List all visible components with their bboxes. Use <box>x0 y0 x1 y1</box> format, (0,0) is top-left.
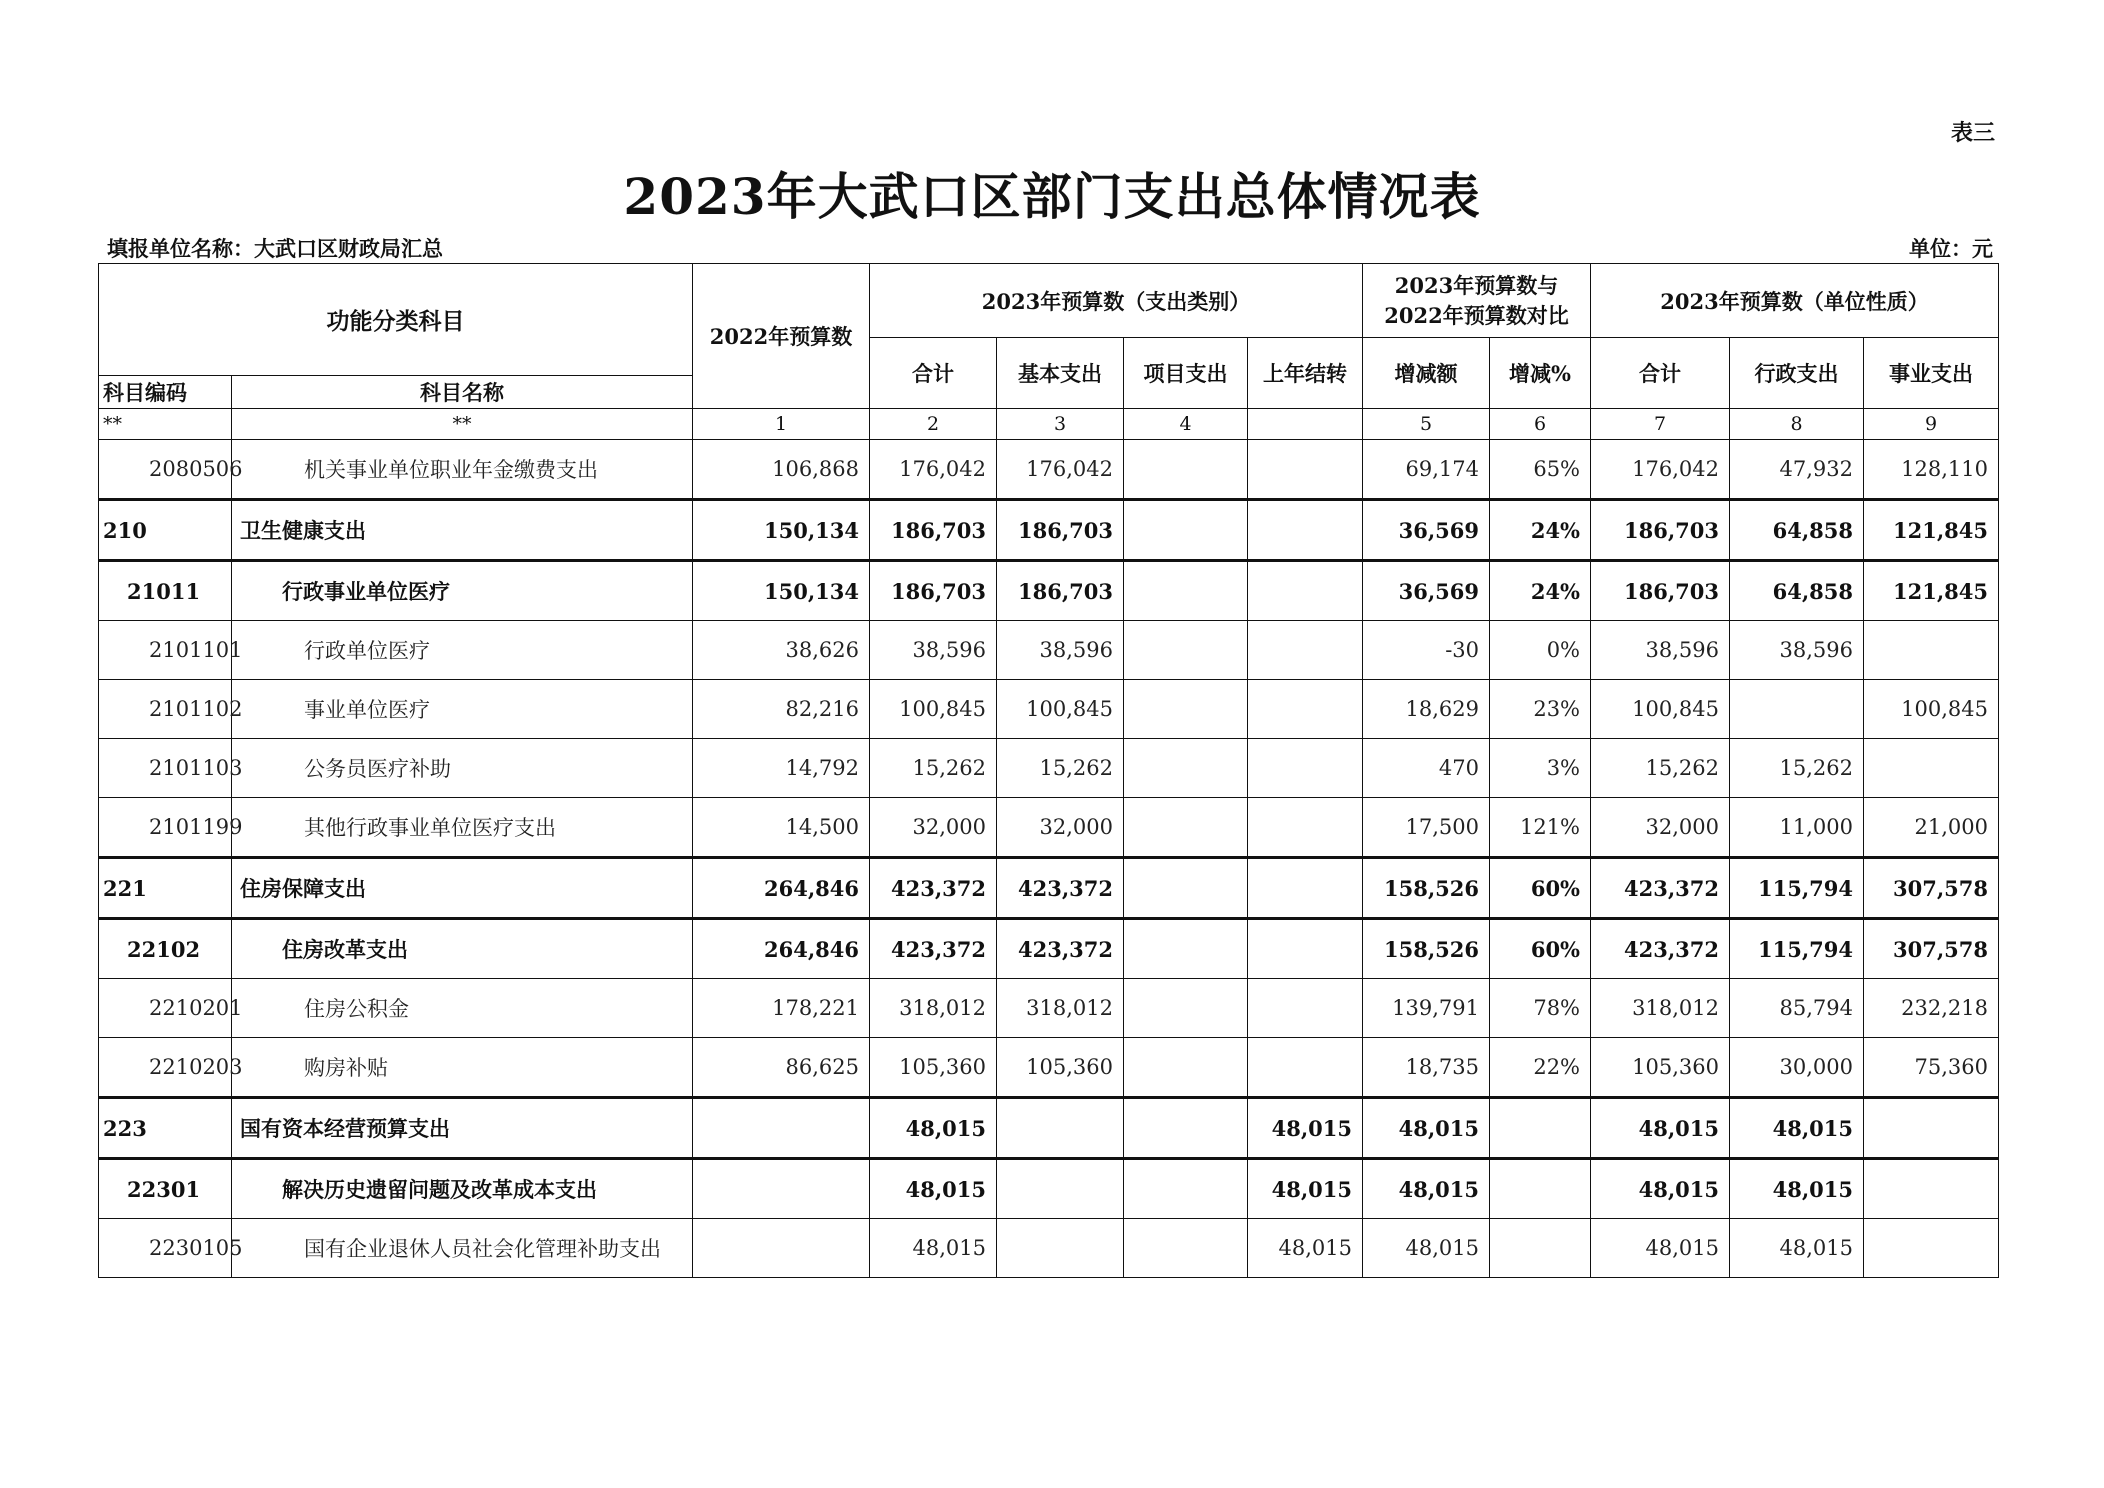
column-number: 8 <box>1730 409 1864 440</box>
subject-code: 2101101 <box>99 621 232 680</box>
total-cell: 318,012 <box>870 979 997 1038</box>
name-header: 科目名称 <box>232 376 693 409</box>
change-pct-cell: 24% <box>1490 561 1591 621</box>
basic-cell: 318,012 <box>997 979 1124 1038</box>
subject-code: 2210203 <box>99 1038 232 1098</box>
budget-2022-cell: 178,221 <box>693 979 870 1038</box>
subject-name: 卫生健康支出 <box>232 500 693 561</box>
change-pct-header: 增减% <box>1490 338 1591 409</box>
carryover-cell <box>1248 440 1363 500</box>
total-cell: 186,703 <box>870 561 997 621</box>
public-header: 事业支出 <box>1864 338 1999 409</box>
table-row <box>99 621 1999 680</box>
budget-2022-cell <box>693 1219 870 1278</box>
project-cell <box>1124 858 1248 919</box>
total2-cell: 186,703 <box>1591 561 1730 621</box>
total2-cell: 38,596 <box>1591 621 1730 680</box>
budget-2022-cell: 14,792 <box>693 739 870 798</box>
budget-2022-cell: 38,626 <box>693 621 870 680</box>
total-cell: 100,845 <box>870 680 997 739</box>
public-cell: 21,000 <box>1864 798 1999 858</box>
subject-name: 行政单位医疗 <box>232 621 693 680</box>
column-number: ** <box>232 409 693 440</box>
subject-name: 国有资本经营预算支出 <box>232 1098 693 1159</box>
carryover-cell <box>1248 621 1363 680</box>
admin-cell: 48,015 <box>1730 1219 1864 1278</box>
basic-cell: 15,262 <box>997 739 1124 798</box>
change-cell: 69,174 <box>1363 440 1490 500</box>
project-cell <box>1124 979 1248 1038</box>
basic-cell: 186,703 <box>997 500 1124 561</box>
project-cell <box>1124 919 1248 979</box>
public-cell: 100,845 <box>1864 680 1999 739</box>
project-cell <box>1124 621 1248 680</box>
subject-name: 其他行政事业单位医疗支出 <box>232 798 693 858</box>
project-cell <box>1124 500 1248 561</box>
total2-cell: 105,360 <box>1591 1038 1730 1098</box>
change-cell: 17,500 <box>1363 798 1490 858</box>
carryover-cell <box>1248 858 1363 919</box>
table-row <box>99 739 1999 798</box>
basic-cell: 423,372 <box>997 919 1124 979</box>
admin-cell: 15,262 <box>1730 739 1864 798</box>
public-cell: 75,360 <box>1864 1038 1999 1098</box>
public-cell: 121,845 <box>1864 500 1999 561</box>
public-cell: 121,845 <box>1864 561 1999 621</box>
change-pct-cell <box>1490 1098 1591 1159</box>
project-cell <box>1124 1219 1248 1278</box>
subject-code: 221 <box>99 858 232 919</box>
budget-2022-header: 2022年预算数 <box>693 264 870 409</box>
subject-name: 国有企业退休人员社会化管理补助支出 <box>232 1219 693 1278</box>
column-number: 7 <box>1591 409 1730 440</box>
public-cell <box>1864 1098 1999 1159</box>
header-row-1 <box>99 264 1999 338</box>
change-cell: 48,015 <box>1363 1159 1490 1219</box>
total-cell: 423,372 <box>870 858 997 919</box>
carryover-cell <box>1248 1038 1363 1098</box>
change-pct-cell: 0% <box>1490 621 1591 680</box>
admin-cell: 38,596 <box>1730 621 1864 680</box>
basic-header: 基本支出 <box>997 338 1124 409</box>
basic-cell: 105,360 <box>997 1038 1124 1098</box>
column-number: 6 <box>1490 409 1591 440</box>
subject-code: 2210201 <box>99 979 232 1038</box>
public-cell: 232,218 <box>1864 979 1999 1038</box>
admin-cell: 11,000 <box>1730 798 1864 858</box>
func-class-header: 功能分类科目 <box>99 264 693 376</box>
admin-cell: 85,794 <box>1730 979 1864 1038</box>
project-header: 项目支出 <box>1124 338 1248 409</box>
total-cell: 15,262 <box>870 739 997 798</box>
change-pct-cell: 3% <box>1490 739 1591 798</box>
subject-code: 210 <box>99 500 232 561</box>
table-row <box>99 858 1999 919</box>
change-pct-cell <box>1490 1159 1591 1219</box>
change-pct-cell: 121% <box>1490 798 1591 858</box>
change-pct-cell: 65% <box>1490 440 1591 500</box>
table-row <box>99 500 1999 561</box>
carryover-cell: 48,015 <box>1248 1098 1363 1159</box>
change-cell: 158,526 <box>1363 858 1490 919</box>
change-pct-cell: 23% <box>1490 680 1591 739</box>
total2-cell: 48,015 <box>1591 1219 1730 1278</box>
total2-cell: 318,012 <box>1591 979 1730 1038</box>
expense-type-group-header: 2023年预算数（支出类别） <box>870 264 1363 338</box>
carryover-cell <box>1248 500 1363 561</box>
change-pct-cell: 78% <box>1490 979 1591 1038</box>
table-row <box>99 1159 1999 1219</box>
subject-code: 2101199 <box>99 798 232 858</box>
total-cell: 48,015 <box>870 1219 997 1278</box>
table-row <box>99 798 1999 858</box>
budget-2022-cell <box>693 1159 870 1219</box>
change-pct-cell: 22% <box>1490 1038 1591 1098</box>
budget-2022-cell: 86,625 <box>693 1038 870 1098</box>
code-header: 科目编码 <box>99 376 232 409</box>
currency-unit: 单位：元 <box>1909 236 1993 261</box>
carryover-cell <box>1248 561 1363 621</box>
carryover-header: 上年结转 <box>1248 338 1363 409</box>
change-cell: 36,569 <box>1363 500 1490 561</box>
total2-header: 合计 <box>1591 338 1730 409</box>
basic-cell: 100,845 <box>997 680 1124 739</box>
subject-name: 机关事业单位职业年金缴费支出 <box>232 440 693 500</box>
admin-cell: 64,858 <box>1730 500 1864 561</box>
subject-name: 购房补贴 <box>232 1038 693 1098</box>
public-cell <box>1864 1159 1999 1219</box>
total2-cell: 32,000 <box>1591 798 1730 858</box>
column-number: 4 <box>1124 409 1248 440</box>
total-cell: 186,703 <box>870 500 997 561</box>
basic-cell <box>997 1159 1124 1219</box>
budget-2022-cell: 106,868 <box>693 440 870 500</box>
project-cell <box>1124 1159 1248 1219</box>
admin-cell: 30,000 <box>1730 1038 1864 1098</box>
subject-code: 2101103 <box>99 739 232 798</box>
admin-header: 行政支出 <box>1730 338 1864 409</box>
total2-cell: 176,042 <box>1591 440 1730 500</box>
change-cell: -30 <box>1363 621 1490 680</box>
table-row <box>99 440 1999 500</box>
subject-code: 22301 <box>99 1159 232 1219</box>
budget-2022-cell: 14,500 <box>693 798 870 858</box>
column-number: 2 <box>870 409 997 440</box>
change-pct-cell: 60% <box>1490 919 1591 979</box>
subject-code: 2080506 <box>99 440 232 500</box>
subject-name: 解决历史遗留问题及改革成本支出 <box>232 1159 693 1219</box>
total2-cell: 48,015 <box>1591 1098 1730 1159</box>
subject-name: 公务员医疗补助 <box>232 739 693 798</box>
admin-cell: 48,015 <box>1730 1159 1864 1219</box>
carryover-cell <box>1248 919 1363 979</box>
column-number-row <box>99 409 1999 440</box>
carryover-cell <box>1248 798 1363 858</box>
total2-cell: 100,845 <box>1591 680 1730 739</box>
table-row <box>99 919 1999 979</box>
form-number: 表三 <box>1950 120 1995 146</box>
page-title: 2023年大武口区部门支出总体情况表 <box>623 167 1481 226</box>
budget-2022-cell: 264,846 <box>693 858 870 919</box>
project-cell <box>1124 798 1248 858</box>
subject-name: 住房改革支出 <box>232 919 693 979</box>
basic-cell <box>997 1098 1124 1159</box>
carryover-cell: 48,015 <box>1248 1159 1363 1219</box>
total2-cell: 48,015 <box>1591 1159 1730 1219</box>
total-cell: 38,596 <box>870 621 997 680</box>
total2-cell: 186,703 <box>1591 500 1730 561</box>
column-number: ** <box>99 409 232 440</box>
total-header: 合计 <box>870 338 997 409</box>
carryover-cell: 48,015 <box>1248 1219 1363 1278</box>
total-cell: 423,372 <box>870 919 997 979</box>
total-cell: 105,360 <box>870 1038 997 1098</box>
admin-cell: 47,932 <box>1730 440 1864 500</box>
change-pct-cell: 24% <box>1490 500 1591 561</box>
subject-code: 2101102 <box>99 680 232 739</box>
carryover-cell <box>1248 680 1363 739</box>
basic-cell <box>997 1219 1124 1278</box>
change-header: 增减额 <box>1363 338 1490 409</box>
project-cell <box>1124 680 1248 739</box>
carryover-cell <box>1248 739 1363 798</box>
project-cell <box>1124 1098 1248 1159</box>
public-cell <box>1864 1219 1999 1278</box>
column-number: 5 <box>1363 409 1490 440</box>
basic-cell: 32,000 <box>997 798 1124 858</box>
table-row <box>99 1038 1999 1098</box>
admin-cell: 64,858 <box>1730 561 1864 621</box>
subject-code: 2230105 <box>99 1219 232 1278</box>
project-cell <box>1124 440 1248 500</box>
total-cell: 32,000 <box>870 798 997 858</box>
subject-code: 21011 <box>99 561 232 621</box>
column-number: 3 <box>997 409 1124 440</box>
budget-2022-cell: 82,216 <box>693 680 870 739</box>
table-row <box>99 1098 1999 1159</box>
change-cell: 158,526 <box>1363 919 1490 979</box>
basic-cell: 186,703 <box>997 561 1124 621</box>
change-cell: 470 <box>1363 739 1490 798</box>
public-cell <box>1864 739 1999 798</box>
change-cell: 18,629 <box>1363 680 1490 739</box>
carryover-cell <box>1248 979 1363 1038</box>
total2-cell: 15,262 <box>1591 739 1730 798</box>
project-cell <box>1124 1038 1248 1098</box>
public-cell: 307,578 <box>1864 858 1999 919</box>
budget-2022-cell: 150,134 <box>693 500 870 561</box>
unit-nature-group-header: 2023年预算数（单位性质） <box>1591 264 1999 338</box>
change-cell: 36,569 <box>1363 561 1490 621</box>
expenditure-table <box>98 263 1999 1278</box>
column-number: 1 <box>693 409 870 440</box>
budget-2022-cell: 150,134 <box>693 561 870 621</box>
column-number <box>1248 409 1363 440</box>
basic-cell: 423,372 <box>997 858 1124 919</box>
subject-name: 住房保障支出 <box>232 858 693 919</box>
table-row <box>99 979 1999 1038</box>
table-row <box>99 1219 1999 1278</box>
budget-2022-cell <box>693 1098 870 1159</box>
total-cell: 176,042 <box>870 440 997 500</box>
public-cell: 128,110 <box>1864 440 1999 500</box>
subject-code: 22102 <box>99 919 232 979</box>
admin-cell <box>1730 680 1864 739</box>
column-number: 9 <box>1864 409 1999 440</box>
subject-name: 事业单位医疗 <box>232 680 693 739</box>
table-row <box>99 561 1999 621</box>
subject-name: 住房公积金 <box>232 979 693 1038</box>
change-cell: 48,015 <box>1363 1098 1490 1159</box>
comparison-group-header: 2023年预算数与2022年预算数对比 <box>1363 264 1591 338</box>
subject-name: 行政事业单位医疗 <box>232 561 693 621</box>
total2-cell: 423,372 <box>1591 858 1730 919</box>
change-cell: 139,791 <box>1363 979 1490 1038</box>
admin-cell: 115,794 <box>1730 858 1864 919</box>
total-cell: 48,015 <box>870 1159 997 1219</box>
budget-2022-cell: 264,846 <box>693 919 870 979</box>
public-cell <box>1864 621 1999 680</box>
subject-code: 223 <box>99 1098 232 1159</box>
basic-cell: 38,596 <box>997 621 1124 680</box>
admin-cell: 48,015 <box>1730 1098 1864 1159</box>
project-cell <box>1124 561 1248 621</box>
change-cell: 48,015 <box>1363 1219 1490 1278</box>
change-cell: 18,735 <box>1363 1038 1490 1098</box>
change-pct-cell: 60% <box>1490 858 1591 919</box>
total-cell: 48,015 <box>870 1098 997 1159</box>
basic-cell: 176,042 <box>997 440 1124 500</box>
public-cell: 307,578 <box>1864 919 1999 979</box>
admin-cell: 115,794 <box>1730 919 1864 979</box>
project-cell <box>1124 739 1248 798</box>
reporting-unit: 填报单位名称：大武口区财政局汇总 <box>107 236 443 261</box>
table-row <box>99 680 1999 739</box>
change-pct-cell <box>1490 1219 1591 1278</box>
total2-cell: 423,372 <box>1591 919 1730 979</box>
